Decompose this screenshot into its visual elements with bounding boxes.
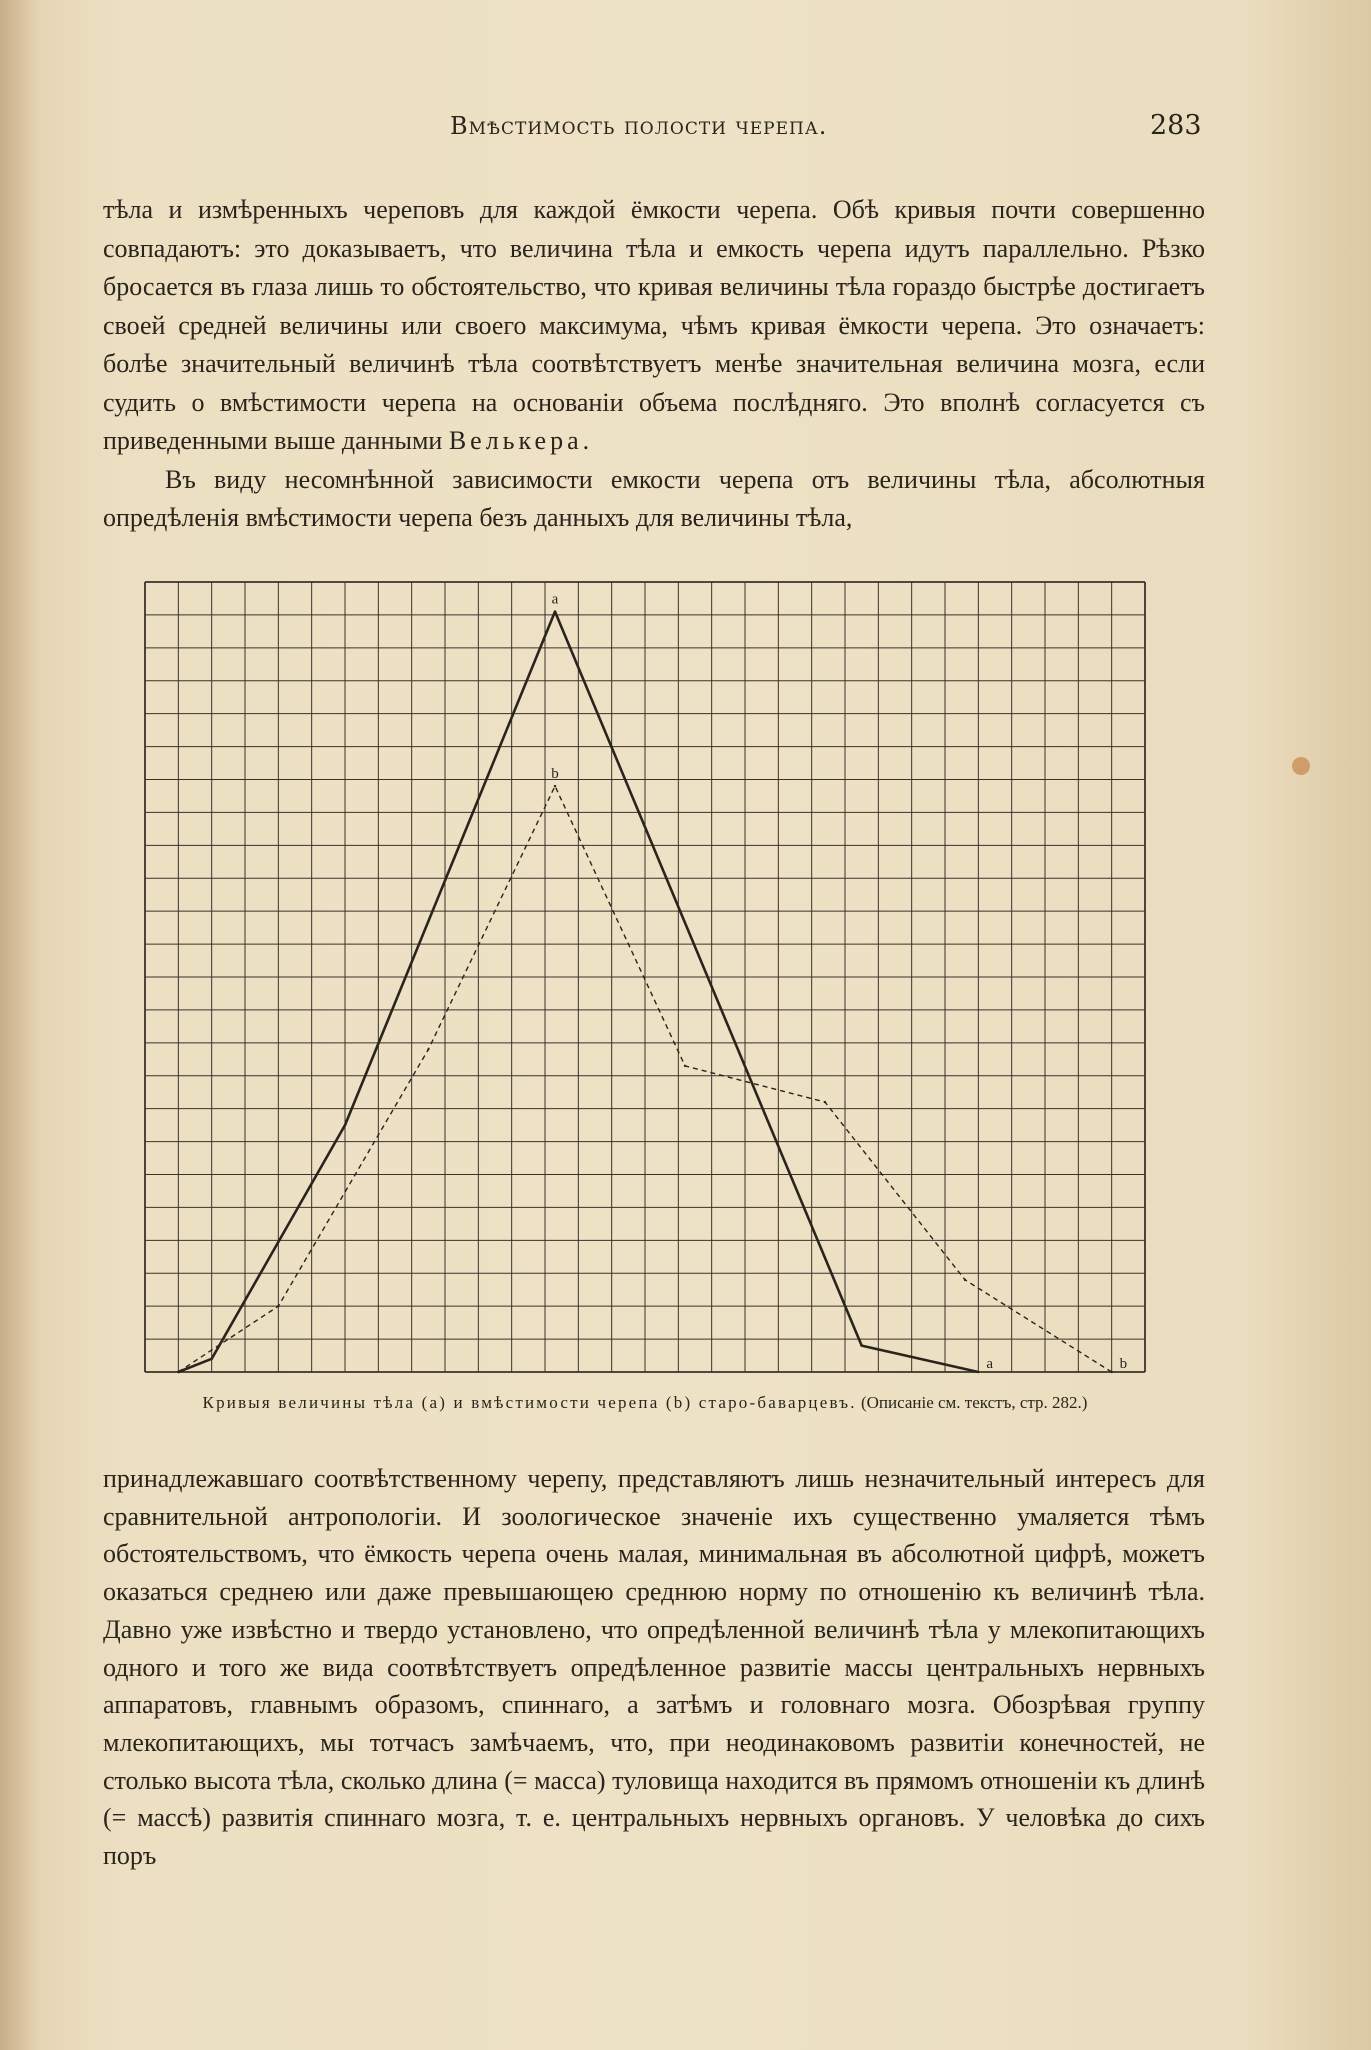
series-point-a bbox=[860, 1344, 862, 1346]
series-point-b bbox=[964, 1279, 966, 1281]
bottom-text-block bbox=[103, 1460, 1205, 1875]
series-point-b bbox=[427, 1048, 429, 1050]
top-text-block bbox=[103, 191, 1205, 538]
line-chart bbox=[140, 577, 1150, 1377]
author-name-welcker: Велькера bbox=[448, 426, 583, 455]
figure-caption bbox=[140, 1389, 1150, 1416]
paragraph-2: Въ виду несомнѣнной зависимости емкости черепа отъ величины тѣла, абсолютныя опредѣленія вмѣстимости черепа безъ данныхъ для величины тѣла, bbox=[103, 464, 1205, 532]
caption-reference: (Описаніе см. текстъ, стр. 282.) bbox=[860, 1393, 1088, 1412]
paragraph-1 bbox=[103, 191, 1205, 461]
figure-chart bbox=[140, 577, 1150, 1381]
paragraph-3: принадлежавшаго соотвѣтственному черепу, представляютъ лишь незначительный интересъ для сравнительной антропологіи. И зоологическое значеніе ихъ существенно умаляется тѣмъ обстоятельствомъ, что ёмкость черепа очень малая, минимальная въ абсолютной цифрѣ, можетъ оказаться среднею или даже превышающею среднюю норму по отношенію къ величинѣ тѣла. Давно уже извѣстно и твердо установлено, что опредѣленной величинѣ тѣла у млекопитающихъ одного и того же вида соотвѣтствуетъ опредѣленное развитіе массы центральныхъ нервныхъ аппаратовъ, главнымъ образомъ, спиннаго, а затѣмъ и головнаго мозга. Обозрѣвая группу млекопитающихъ, мы тотчасъ замѣчаемъ, что, при неодинаковомъ развитіи конечностей, не столько высота тѣла, сколько длина (= масса) туловища находится въ прямомъ отношеніи къ длинѣ (= массѣ) развитія спиннаго мозга, т. е. центральныхъ нервныхъ органовъ. У человѣка до сихъ поръ bbox=[103, 1464, 1205, 1871]
series-point-a bbox=[554, 610, 556, 612]
series-point-b bbox=[684, 1065, 686, 1067]
series-point-b bbox=[554, 785, 556, 787]
chart-grid bbox=[145, 582, 1145, 1372]
series-point-a bbox=[977, 1371, 979, 1373]
series-peak-label-b: b bbox=[551, 766, 559, 783]
series-end-label-b: b bbox=[1119, 1356, 1128, 1372]
series-point-b bbox=[277, 1305, 279, 1307]
running-title: Вмѣстимость полости черепа. bbox=[450, 112, 828, 140]
series-point-b bbox=[824, 1101, 826, 1103]
caption-main: Кривыя величины тѣла (a) и вмѣстимости черепа (b) старо-баварцевъ. bbox=[202, 1393, 857, 1412]
paragraph-1-end: . bbox=[582, 426, 590, 455]
paper-stain bbox=[1292, 757, 1310, 775]
series-peak-label-a: a bbox=[551, 591, 559, 608]
series-point-b bbox=[1110, 1371, 1112, 1373]
series-point-a bbox=[210, 1358, 212, 1360]
series-point-a bbox=[344, 1124, 346, 1126]
paragraph-1-text: тѣла и измѣренныхъ череповъ для каждой ёмкости черепа. Обѣ кривыя почти совершенно совпадаютъ: это доказываетъ, что величина тѣла и емкость черепа идутъ параллельно. Рѣзко бросается въ глаза лишь то обстоятельство, что кривая величины тѣла гораздо быстрѣе достигаетъ своей средней величины или своего максимума, чѣмъ кривая ёмкости черепа. Это означаетъ: болѣе значительный величинѣ тѣла соотвѣтствуетъ менѣе значительная величина мозга, если судить о вмѣстимости черепа на основаніи объема послѣдняго. Это вполнѣ согласуется съ приведенными выше данными bbox=[103, 195, 1205, 455]
series-point-b bbox=[177, 1371, 179, 1373]
series-end-label-a: a bbox=[986, 1356, 994, 1372]
chart-labels bbox=[551, 592, 1127, 1372]
page-number: 283 bbox=[1150, 110, 1202, 141]
